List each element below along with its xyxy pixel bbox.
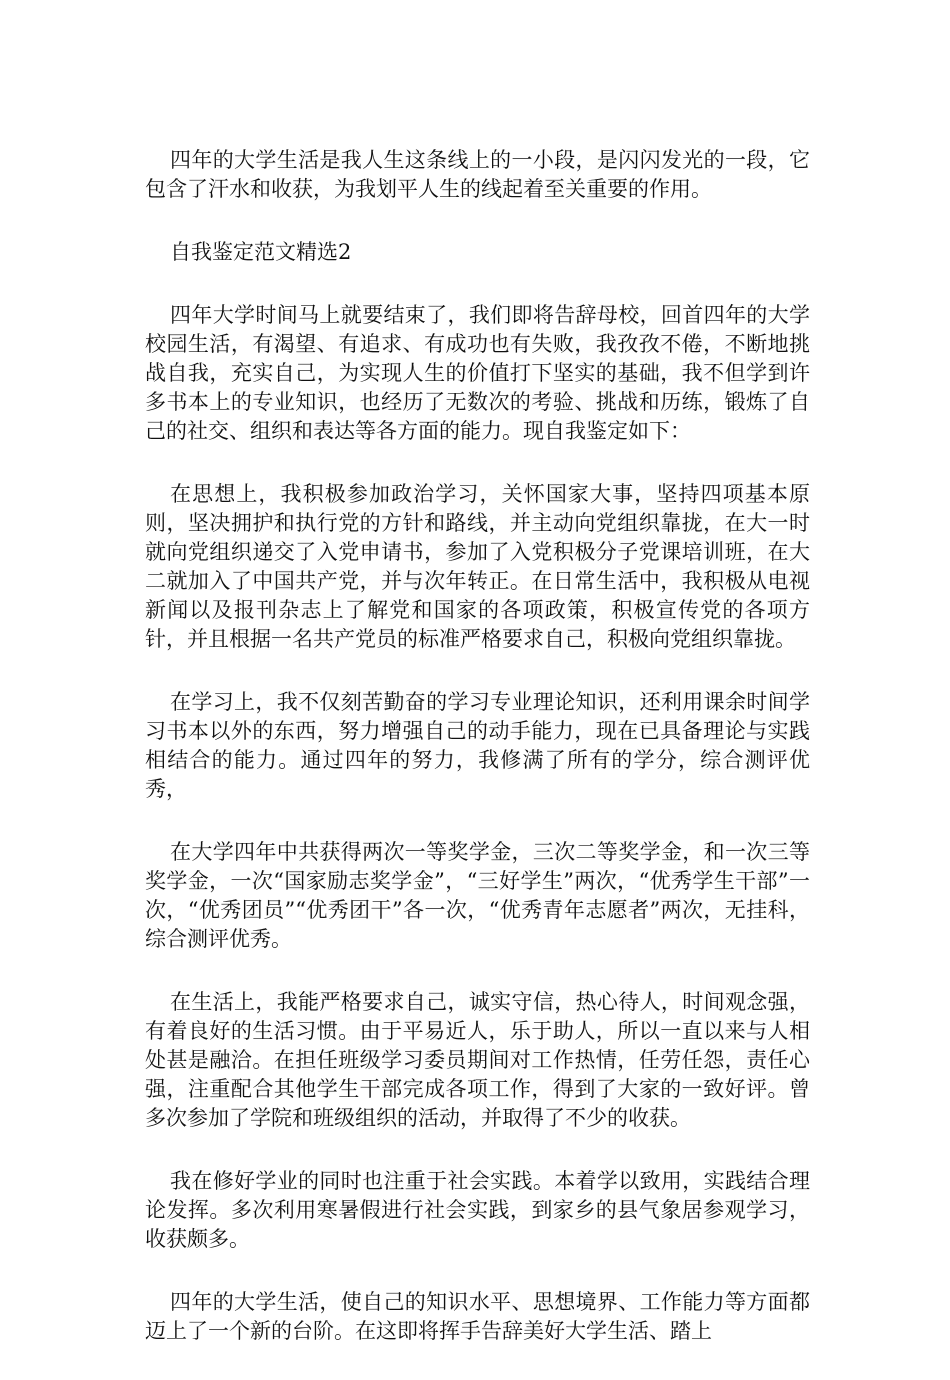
paragraph-overview: 四年大学时间马上就要结束了，我们即将告辞母校，回首四年的大学校园生活，有渴望、有追求、有成功也有失败，我孜孜不倦，不断地挑战自我，充实自己，为实现人生的价值打下坚实的基础，我不但学到许多书本上的专业知识，也经历了无数次的考验、挑战和历练，锻炼了自己的社交、组织和表达等各方面的能力。现自我鉴定如下： bbox=[145, 303, 810, 443]
paragraph-ideology: 在思想上，我积极参加政治学习，关怀国家大事，坚持四项基本原则，坚决拥护和执行党的方针和路线，并主动向党组织靠拢，在大一时就向党组织递交了入党申请书，参加了入党积极分子党课培训班，在大二就加入了中国共产党，并与次年转正。在日常生活中，我积极从电视新闻以及报刊杂志上了解党和国家的各项政策，积极宣传党的各项方针，并且根据一名共产党员的标准严格要求自己，积极向党组织靠拢。 bbox=[145, 482, 810, 651]
paragraph-practice: 我在修好学业的同时也注重于社会实践。本着学以致用，实践结合理论发挥。多次利用寒暑假进行社会实践，到家乡的县气象居参观学习，收获颇多。 bbox=[145, 1169, 810, 1251]
paragraph-intro-summary: 四年的大学生活是我人生这条线上的一小段，是闪闪发光的一段，它包含了汗水和收获，为我划平人生的线起着至关重要的作用。 bbox=[145, 148, 810, 201]
paragraph-conclusion: 四年的大学生活，使自己的知识水平、思想境界、工作能力等方面都迈上了一个新的台阶。在这即将挥手告辞美好大学生活、踏上 bbox=[145, 1290, 810, 1343]
paragraph-study: 在学习上，我不仅刻苦勤奋的学习专业理论知识，还利用课余时间学习书本以外的东西，努力增强自己的动手能力，现在已具备理论与实践相结合的能力。通过四年的努力，我修满了所有的学分，综合测评优秀， bbox=[145, 690, 810, 801]
section-heading: 自我鉴定范文精选2 bbox=[170, 240, 352, 264]
document-body bbox=[145, 146, 810, 1380]
paragraph-awards: 在大学四年中共获得两次一等奖学金，三次二等奖学金，和一次三等奖学金，一次“国家励志奖学金”，“三好学生”两次，“优秀学生干部”一次，“优秀团员”“优秀团干”各一次，“优秀青年志愿者”两次，无挂科，综合测评优秀。 bbox=[145, 840, 810, 951]
paragraph-life: 在生活上，我能严格要求自己，诚实守信，热心待人，时间观念强，有着良好的生活习惯。由于平易近人，乐于助人，所以一直以来与人相处甚是融洽。在担任班级学习委员期间对工作热情，任劳任怨，责任心强，注重配合其他学生干部完成各项工作，得到了大家的一致好评。曾多次参加了学院和班级组织的活动，并取得了不少的收获。 bbox=[145, 990, 810, 1130]
